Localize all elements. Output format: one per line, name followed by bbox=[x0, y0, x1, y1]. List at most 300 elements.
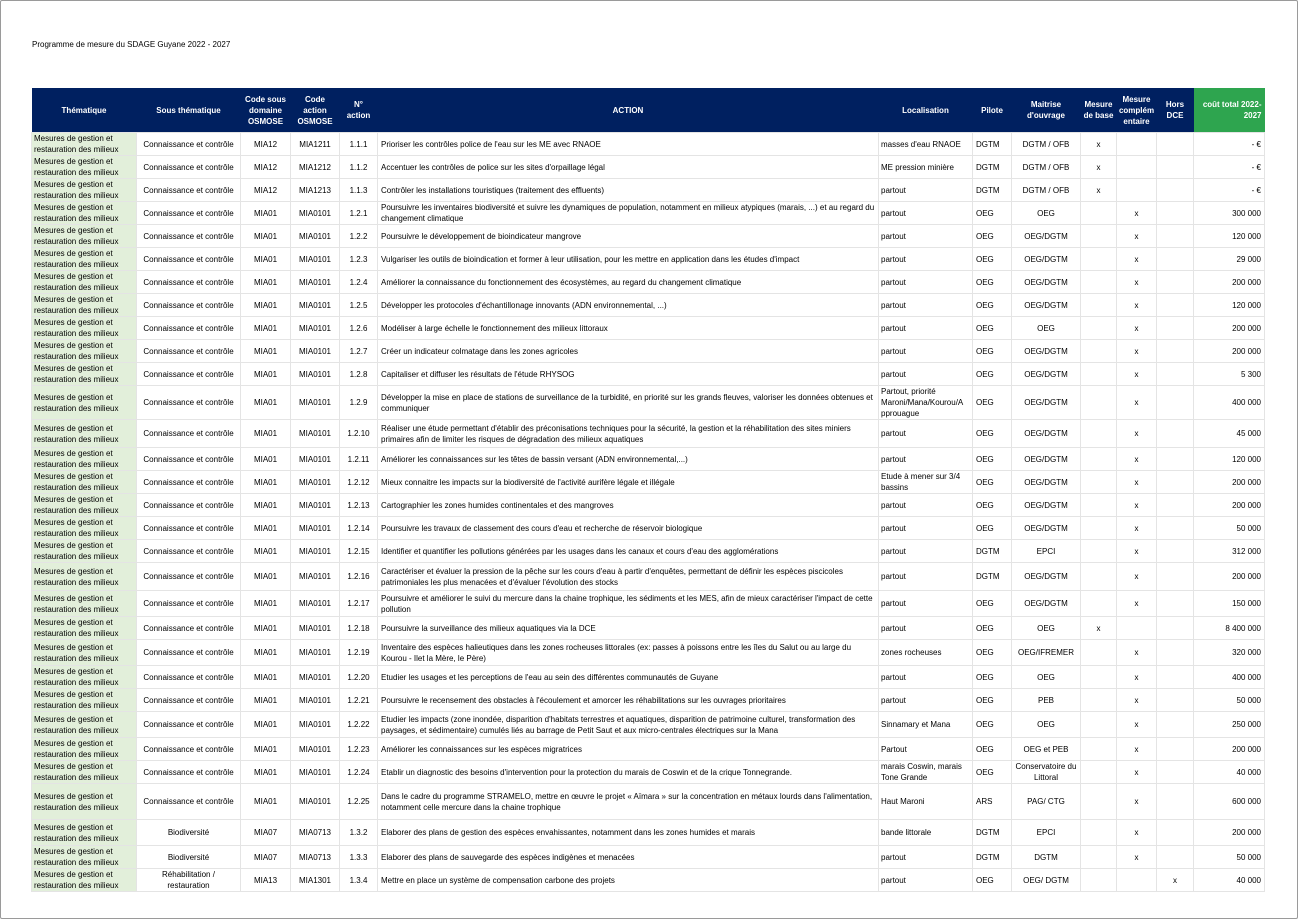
row-action: Vulgariser les outils de bioindication et former à leur utilisation, pour les mettre en application dans les études d'impact bbox=[378, 248, 879, 271]
row-sous-thematique: Connaissance et contrôle bbox=[137, 712, 241, 738]
table-row bbox=[32, 689, 1265, 712]
row-mesure-base bbox=[1081, 386, 1117, 420]
row-num-action: 1.2.11 bbox=[340, 448, 378, 471]
row-num-action: 1.2.8 bbox=[340, 363, 378, 386]
table-row bbox=[32, 712, 1265, 738]
row-maitrise: OEG bbox=[1012, 617, 1081, 640]
row-mesure-comp: x bbox=[1117, 666, 1157, 689]
row-hors-dce bbox=[1157, 248, 1194, 271]
row-mesure-comp: x bbox=[1117, 363, 1157, 386]
row-num-action: 1.2.16 bbox=[340, 563, 378, 591]
row-code-action: MIA0101 bbox=[291, 761, 340, 784]
row-code-sous-domaine: MIA01 bbox=[241, 363, 291, 386]
row-hors-dce bbox=[1157, 363, 1194, 386]
row-pilote: OEG bbox=[973, 591, 1012, 617]
row-maitrise: OEG/DGTM bbox=[1012, 517, 1081, 540]
row-cout: 120 000 bbox=[1194, 225, 1265, 248]
row-code-sous-domaine: MIA01 bbox=[241, 689, 291, 712]
row-code-sous-domaine: MIA12 bbox=[241, 156, 291, 179]
row-mesure-base bbox=[1081, 340, 1117, 363]
row-thematique: Mesures de gestion et restauration des milieux bbox=[32, 820, 137, 846]
row-code-action: MIA0101 bbox=[291, 666, 340, 689]
row-thematique: Mesures de gestion et restauration des milieux bbox=[32, 846, 137, 869]
header-pilote: Pilote bbox=[973, 88, 1012, 133]
row-maitrise: OEG/DGTM bbox=[1012, 471, 1081, 494]
row-mesure-base bbox=[1081, 517, 1117, 540]
table-row bbox=[32, 761, 1265, 784]
row-pilote: OEG bbox=[973, 517, 1012, 540]
row-maitrise: DGTM bbox=[1012, 846, 1081, 869]
row-num-action: 1.1.2 bbox=[340, 156, 378, 179]
table-row bbox=[32, 448, 1265, 471]
row-maitrise: DGTM / OFB bbox=[1012, 133, 1081, 156]
row-pilote: DGTM bbox=[973, 179, 1012, 202]
header-code-action: Code action OSMOSE bbox=[291, 88, 340, 133]
row-cout: 200 000 bbox=[1194, 738, 1265, 761]
row-code-sous-domaine: MIA01 bbox=[241, 294, 291, 317]
row-num-action: 1.2.4 bbox=[340, 271, 378, 294]
table-row bbox=[32, 517, 1265, 540]
table-row bbox=[32, 666, 1265, 689]
row-action: Dans le cadre du programme STRAMELO, mettre en œuvre le projet « Aïmara » sur la concentration en métaux lourds dans l'alimentation, notamment celle mercure dans la chaine trophique bbox=[378, 784, 879, 820]
row-action: Inventaire des espèces halieutiques dans les zones rocheuses littorales (ex: passes à poissons entre les îles du Salut ou au large du Kourou - Ilet la Mère, le Père) bbox=[378, 640, 879, 666]
row-hors-dce bbox=[1157, 689, 1194, 712]
row-code-sous-domaine: MIA01 bbox=[241, 202, 291, 225]
row-mesure-base: x bbox=[1081, 617, 1117, 640]
row-mesure-base bbox=[1081, 591, 1117, 617]
row-mesure-comp: x bbox=[1117, 386, 1157, 420]
row-code-action: MIA0101 bbox=[291, 517, 340, 540]
row-localisation: partout bbox=[879, 363, 973, 386]
row-num-action: 1.2.25 bbox=[340, 784, 378, 820]
row-pilote: OEG bbox=[973, 869, 1012, 892]
row-maitrise: OEG bbox=[1012, 712, 1081, 738]
header-thematique: Thématique bbox=[32, 88, 137, 133]
row-num-action: 1.2.6 bbox=[340, 317, 378, 340]
row-num-action: 1.2.24 bbox=[340, 761, 378, 784]
row-localisation: partout bbox=[879, 846, 973, 869]
row-sous-thematique: Connaissance et contrôle bbox=[137, 640, 241, 666]
table-row bbox=[32, 869, 1265, 892]
row-action: Poursuivre le développement de bioindicateur mangrove bbox=[378, 225, 879, 248]
table-row bbox=[32, 386, 1265, 420]
row-mesure-comp: x bbox=[1117, 563, 1157, 591]
row-sous-thematique: Connaissance et contrôle bbox=[137, 540, 241, 563]
row-mesure-comp: x bbox=[1117, 448, 1157, 471]
row-maitrise: DGTM / OFB bbox=[1012, 156, 1081, 179]
row-code-sous-domaine: MIA01 bbox=[241, 340, 291, 363]
row-maitrise: OEG/DGTM bbox=[1012, 420, 1081, 448]
row-action: Prioriser les contrôles police de l'eau sur les ME avec RNAOE bbox=[378, 133, 879, 156]
row-cout: 150 000 bbox=[1194, 591, 1265, 617]
row-sous-thematique: Connaissance et contrôle bbox=[137, 271, 241, 294]
row-thematique: Mesures de gestion et restauration des milieux bbox=[32, 689, 137, 712]
row-sous-thematique: Connaissance et contrôle bbox=[137, 340, 241, 363]
header-mesure-comp: Mesure complém entaire bbox=[1117, 88, 1157, 133]
row-action: Mettre en place un système de compensation carbone des projets bbox=[378, 869, 879, 892]
row-code-sous-domaine: MIA01 bbox=[241, 784, 291, 820]
row-action: Capitaliser et diffuser les résultats de l'étude RHYSOG bbox=[378, 363, 879, 386]
row-mesure-base bbox=[1081, 494, 1117, 517]
header-code-sous-domaine: Code sous domaine OSMOSE bbox=[241, 88, 291, 133]
row-mesure-base bbox=[1081, 317, 1117, 340]
row-maitrise: OEG/DGTM bbox=[1012, 271, 1081, 294]
row-mesure-comp: x bbox=[1117, 225, 1157, 248]
row-cout: 40 000 bbox=[1194, 761, 1265, 784]
table-body bbox=[32, 133, 1265, 892]
row-pilote: OEG bbox=[973, 420, 1012, 448]
row-hors-dce bbox=[1157, 271, 1194, 294]
row-action: Poursuivre et améliorer le suivi du mercure dans la chaine trophique, les sédiments et les MES, afin de mieux caractériser l'impact de cette pollution bbox=[378, 591, 879, 617]
row-code-action: MIA0101 bbox=[291, 738, 340, 761]
row-mesure-base bbox=[1081, 202, 1117, 225]
row-sous-thematique: Connaissance et contrôle bbox=[137, 317, 241, 340]
row-maitrise: OEG/DGTM bbox=[1012, 340, 1081, 363]
row-sous-thematique: Connaissance et contrôle bbox=[137, 294, 241, 317]
row-action: Etablir un diagnostic des besoins d'intervention pour la protection du marais de Coswin et de la crique Tonnegrande. bbox=[378, 761, 879, 784]
table-row bbox=[32, 617, 1265, 640]
row-code-sous-domaine: MIA01 bbox=[241, 617, 291, 640]
row-maitrise: PAG/ CTG bbox=[1012, 784, 1081, 820]
row-sous-thematique: Biodiversité bbox=[137, 820, 241, 846]
row-action: Réaliser une étude permettant d'établir des préconisations techniques pour la sécurité, la gestion et la réhabilitation des sites miniers primaires afin de limiter les risques de dégradation des milieux aquatiques bbox=[378, 420, 879, 448]
row-sous-thematique: Connaissance et contrôle bbox=[137, 689, 241, 712]
row-code-sous-domaine: MIA01 bbox=[241, 761, 291, 784]
row-pilote: OEG bbox=[973, 340, 1012, 363]
header-hors-dce: Hors DCE bbox=[1157, 88, 1194, 133]
row-num-action: 1.2.21 bbox=[340, 689, 378, 712]
row-sous-thematique: Connaissance et contrôle bbox=[137, 156, 241, 179]
row-thematique: Mesures de gestion et restauration des milieux bbox=[32, 666, 137, 689]
row-mesure-comp bbox=[1117, 617, 1157, 640]
row-localisation: marais Coswin, marais Tone Grande bbox=[879, 761, 973, 784]
row-pilote: OEG bbox=[973, 471, 1012, 494]
row-cout: 300 000 bbox=[1194, 202, 1265, 225]
row-code-sous-domaine: MIA12 bbox=[241, 179, 291, 202]
row-hors-dce bbox=[1157, 784, 1194, 820]
row-code-action: MIA0101 bbox=[291, 591, 340, 617]
row-thematique: Mesures de gestion et restauration des milieux bbox=[32, 869, 137, 892]
row-thematique: Mesures de gestion et restauration des milieux bbox=[32, 784, 137, 820]
row-sous-thematique: Connaissance et contrôle bbox=[137, 133, 241, 156]
row-thematique: Mesures de gestion et restauration des milieux bbox=[32, 517, 137, 540]
row-maitrise: OEG bbox=[1012, 666, 1081, 689]
row-action: Poursuivre les inventaires biodiversité et suivre les dynamiques de population, notamment en milieux atypiques (marais, ...) et au regard du changement climatique bbox=[378, 202, 879, 225]
row-mesure-base bbox=[1081, 846, 1117, 869]
row-mesure-comp: x bbox=[1117, 202, 1157, 225]
row-action: Améliorer la connaissance du fonctionnement des écosystèmes, au regard du changement climatique bbox=[378, 271, 879, 294]
row-localisation: partout bbox=[879, 689, 973, 712]
row-mesure-base bbox=[1081, 820, 1117, 846]
table-row bbox=[32, 784, 1265, 820]
table-row bbox=[32, 133, 1265, 156]
row-maitrise: OEG/DGTM bbox=[1012, 225, 1081, 248]
row-maitrise: EPCI bbox=[1012, 820, 1081, 846]
row-pilote: OEG bbox=[973, 317, 1012, 340]
row-thematique: Mesures de gestion et restauration des milieux bbox=[32, 761, 137, 784]
row-mesure-comp: x bbox=[1117, 640, 1157, 666]
row-code-sous-domaine: MIA01 bbox=[241, 712, 291, 738]
table-row bbox=[32, 363, 1265, 386]
row-thematique: Mesures de gestion et restauration des milieux bbox=[32, 563, 137, 591]
row-mesure-base bbox=[1081, 271, 1117, 294]
row-mesure-base bbox=[1081, 761, 1117, 784]
row-hors-dce bbox=[1157, 294, 1194, 317]
row-localisation: bande littorale bbox=[879, 820, 973, 846]
row-num-action: 1.2.10 bbox=[340, 420, 378, 448]
row-code-sous-domaine: MIA01 bbox=[241, 386, 291, 420]
row-cout: 5 300 bbox=[1194, 363, 1265, 386]
row-thematique: Mesures de gestion et restauration des milieux bbox=[32, 386, 137, 420]
row-code-sous-domaine: MIA01 bbox=[241, 591, 291, 617]
row-mesure-comp: x bbox=[1117, 540, 1157, 563]
row-num-action: 1.2.18 bbox=[340, 617, 378, 640]
row-num-action: 1.2.13 bbox=[340, 494, 378, 517]
row-code-action: MIA0101 bbox=[291, 386, 340, 420]
row-localisation: Haut Maroni bbox=[879, 784, 973, 820]
row-action: Cartographier les zones humides continentales et des mangroves bbox=[378, 494, 879, 517]
row-code-action: MIA1212 bbox=[291, 156, 340, 179]
header-sous-thematique: Sous thématique bbox=[137, 88, 241, 133]
row-maitrise: OEG/DGTM bbox=[1012, 563, 1081, 591]
row-mesure-base bbox=[1081, 784, 1117, 820]
row-maitrise: OEG/IFREMER bbox=[1012, 640, 1081, 666]
row-hors-dce bbox=[1157, 317, 1194, 340]
row-mesure-comp bbox=[1117, 869, 1157, 892]
row-cout: 200 000 bbox=[1194, 340, 1265, 363]
row-thematique: Mesures de gestion et restauration des milieux bbox=[32, 738, 137, 761]
row-maitrise: PEB bbox=[1012, 689, 1081, 712]
row-sous-thematique: Connaissance et contrôle bbox=[137, 448, 241, 471]
table-row bbox=[32, 202, 1265, 225]
row-sous-thematique: Connaissance et contrôle bbox=[137, 202, 241, 225]
row-localisation: ME pression minière bbox=[879, 156, 973, 179]
row-pilote: OEG bbox=[973, 202, 1012, 225]
row-thematique: Mesures de gestion et restauration des milieux bbox=[32, 340, 137, 363]
row-sous-thematique: Connaissance et contrôle bbox=[137, 248, 241, 271]
row-sous-thematique: Connaissance et contrôle bbox=[137, 563, 241, 591]
row-sous-thematique: Connaissance et contrôle bbox=[137, 494, 241, 517]
row-action: Mieux connaitre les impacts sur la biodiversité de l'activité aurifère légale et illégale bbox=[378, 471, 879, 494]
row-thematique: Mesures de gestion et restauration des milieux bbox=[32, 712, 137, 738]
row-sous-thematique: Connaissance et contrôle bbox=[137, 179, 241, 202]
table-row bbox=[32, 846, 1265, 869]
row-mesure-base bbox=[1081, 689, 1117, 712]
row-localisation: partout bbox=[879, 225, 973, 248]
row-cout: 200 000 bbox=[1194, 563, 1265, 591]
table-row bbox=[32, 248, 1265, 271]
row-maitrise: OEG/DGTM bbox=[1012, 294, 1081, 317]
row-localisation: partout bbox=[879, 666, 973, 689]
row-thematique: Mesures de gestion et restauration des milieux bbox=[32, 640, 137, 666]
row-cout: 40 000 bbox=[1194, 869, 1265, 892]
header-localisation: Localisation bbox=[879, 88, 973, 133]
row-action: Développer la mise en place de stations de surveillance de la turbidité, en priorité sur les grands fleuves, valoriser les données obtenues et communiquer bbox=[378, 386, 879, 420]
row-hors-dce bbox=[1157, 666, 1194, 689]
row-num-action: 1.2.7 bbox=[340, 340, 378, 363]
row-code-action: MIA0101 bbox=[291, 225, 340, 248]
row-sous-thematique: Connaissance et contrôle bbox=[137, 420, 241, 448]
row-mesure-base bbox=[1081, 869, 1117, 892]
row-hors-dce bbox=[1157, 846, 1194, 869]
row-mesure-base bbox=[1081, 666, 1117, 689]
row-mesure-base bbox=[1081, 294, 1117, 317]
row-thematique: Mesures de gestion et restauration des milieux bbox=[32, 156, 137, 179]
table-header-row bbox=[32, 88, 1265, 133]
row-localisation: partout bbox=[879, 179, 973, 202]
header-cout: coût total 2022-2027 bbox=[1194, 88, 1265, 133]
table-row bbox=[32, 317, 1265, 340]
row-num-action: 1.2.3 bbox=[340, 248, 378, 271]
row-sous-thematique: Connaissance et contrôle bbox=[137, 471, 241, 494]
row-action: Identifier et quantifier les pollutions générées par les usages dans les canaux et cours d'eau des agglomérations bbox=[378, 540, 879, 563]
row-num-action: 1.1.1 bbox=[340, 133, 378, 156]
row-mesure-comp: x bbox=[1117, 248, 1157, 271]
row-pilote: OEG bbox=[973, 689, 1012, 712]
row-mesure-comp: x bbox=[1117, 471, 1157, 494]
row-maitrise: OEG/DGTM bbox=[1012, 363, 1081, 386]
row-mesure-comp: x bbox=[1117, 689, 1157, 712]
row-hors-dce bbox=[1157, 448, 1194, 471]
row-maitrise: EPCI bbox=[1012, 540, 1081, 563]
row-num-action: 1.2.1 bbox=[340, 202, 378, 225]
row-mesure-comp: x bbox=[1117, 820, 1157, 846]
row-cout: 50 000 bbox=[1194, 689, 1265, 712]
row-num-action: 1.2.9 bbox=[340, 386, 378, 420]
row-cout: 400 000 bbox=[1194, 666, 1265, 689]
row-hors-dce: x bbox=[1157, 869, 1194, 892]
row-hors-dce bbox=[1157, 202, 1194, 225]
row-code-sous-domaine: MIA01 bbox=[241, 563, 291, 591]
row-code-sous-domaine: MIA12 bbox=[241, 133, 291, 156]
row-maitrise: OEG/DGTM bbox=[1012, 386, 1081, 420]
row-cout: 29 000 bbox=[1194, 248, 1265, 271]
row-code-sous-domaine: MIA07 bbox=[241, 820, 291, 846]
row-code-sous-domaine: MIA01 bbox=[241, 471, 291, 494]
row-thematique: Mesures de gestion et restauration des milieux bbox=[32, 494, 137, 517]
row-action: Contrôler les installations touristiques (traitement des effluents) bbox=[378, 179, 879, 202]
row-mesure-base bbox=[1081, 448, 1117, 471]
row-hors-dce bbox=[1157, 738, 1194, 761]
row-code-action: MIA0101 bbox=[291, 202, 340, 225]
row-mesure-base bbox=[1081, 738, 1117, 761]
row-thematique: Mesures de gestion et restauration des milieux bbox=[32, 133, 137, 156]
row-pilote: OEG bbox=[973, 761, 1012, 784]
row-num-action: 1.2.2 bbox=[340, 225, 378, 248]
row-sous-thematique: Connaissance et contrôle bbox=[137, 617, 241, 640]
measures-table bbox=[31, 88, 1265, 892]
row-hors-dce bbox=[1157, 386, 1194, 420]
table-row bbox=[32, 471, 1265, 494]
table-row bbox=[32, 340, 1265, 363]
row-cout: 200 000 bbox=[1194, 820, 1265, 846]
table-row bbox=[32, 420, 1265, 448]
row-localisation: zones rocheuses bbox=[879, 640, 973, 666]
table-row bbox=[32, 640, 1265, 666]
row-action: Développer les protocoles d'échantillonage innovants (ADN environnemental, ...) bbox=[378, 294, 879, 317]
row-maitrise: OEG/DGTM bbox=[1012, 248, 1081, 271]
row-sous-thematique: Connaissance et contrôle bbox=[137, 666, 241, 689]
row-code-action: MIA0101 bbox=[291, 271, 340, 294]
row-sous-thematique: Connaissance et contrôle bbox=[137, 784, 241, 820]
row-mesure-base bbox=[1081, 363, 1117, 386]
row-mesure-comp: x bbox=[1117, 294, 1157, 317]
row-localisation: partout bbox=[879, 517, 973, 540]
row-maitrise: Conservatoire du Littoral bbox=[1012, 761, 1081, 784]
row-hors-dce bbox=[1157, 712, 1194, 738]
row-hors-dce bbox=[1157, 494, 1194, 517]
row-action: Etudier les usages et les perceptions de l'eau au sein des différentes communautés de Guyane bbox=[378, 666, 879, 689]
row-code-sous-domaine: MIA01 bbox=[241, 640, 291, 666]
row-sous-thematique: Connaissance et contrôle bbox=[137, 761, 241, 784]
row-localisation: partout bbox=[879, 494, 973, 517]
row-num-action: 1.2.20 bbox=[340, 666, 378, 689]
row-code-action: MIA0101 bbox=[291, 563, 340, 591]
row-sous-thematique: Connaissance et contrôle bbox=[137, 517, 241, 540]
row-pilote: OEG bbox=[973, 225, 1012, 248]
row-action: Poursuivre les travaux de classement des cours d'eau et recherche de réservoir biologique bbox=[378, 517, 879, 540]
row-cout: - € bbox=[1194, 179, 1265, 202]
row-code-sous-domaine: MIA01 bbox=[241, 666, 291, 689]
row-thematique: Mesures de gestion et restauration des milieux bbox=[32, 471, 137, 494]
row-localisation: partout bbox=[879, 448, 973, 471]
row-code-action: MIA0101 bbox=[291, 340, 340, 363]
table-row bbox=[32, 494, 1265, 517]
row-localisation: partout bbox=[879, 294, 973, 317]
row-mesure-base: x bbox=[1081, 156, 1117, 179]
row-code-action: MIA0101 bbox=[291, 420, 340, 448]
row-maitrise: OEG/DGTM bbox=[1012, 494, 1081, 517]
row-hors-dce bbox=[1157, 617, 1194, 640]
row-sous-thematique: Réhabilitation / restauration bbox=[137, 869, 241, 892]
row-code-action: MIA1213 bbox=[291, 179, 340, 202]
row-code-action: MIA1301 bbox=[291, 869, 340, 892]
row-mesure-base: x bbox=[1081, 179, 1117, 202]
document-title: Programme de mesure du SDAGE Guyane 2022 - 2027 bbox=[32, 40, 231, 49]
row-num-action: 1.2.15 bbox=[340, 540, 378, 563]
row-cout: 312 000 bbox=[1194, 540, 1265, 563]
row-code-sous-domaine: MIA01 bbox=[241, 271, 291, 294]
row-num-action: 1.1.3 bbox=[340, 179, 378, 202]
row-cout: 200 000 bbox=[1194, 494, 1265, 517]
row-maitrise: OEG/DGTM bbox=[1012, 448, 1081, 471]
row-mesure-base bbox=[1081, 225, 1117, 248]
row-code-sous-domaine: MIA07 bbox=[241, 846, 291, 869]
row-cout: 45 000 bbox=[1194, 420, 1265, 448]
row-mesure-comp bbox=[1117, 179, 1157, 202]
row-num-action: 1.2.23 bbox=[340, 738, 378, 761]
row-pilote: OEG bbox=[973, 294, 1012, 317]
row-mesure-base bbox=[1081, 563, 1117, 591]
row-thematique: Mesures de gestion et restauration des milieux bbox=[32, 271, 137, 294]
row-hors-dce bbox=[1157, 133, 1194, 156]
row-cout: 200 000 bbox=[1194, 271, 1265, 294]
row-code-action: MIA0101 bbox=[291, 712, 340, 738]
row-thematique: Mesures de gestion et restauration des milieux bbox=[32, 179, 137, 202]
row-action: Poursuivre la surveillance des milieux aquatiques via la DCE bbox=[378, 617, 879, 640]
row-mesure-comp: x bbox=[1117, 494, 1157, 517]
row-num-action: 1.3.2 bbox=[340, 820, 378, 846]
row-pilote: OEG bbox=[973, 666, 1012, 689]
row-cout: 200 000 bbox=[1194, 471, 1265, 494]
row-action: Elaborer des plans de sauvegarde des espèces indigènes et menacées bbox=[378, 846, 879, 869]
row-maitrise: OEG bbox=[1012, 202, 1081, 225]
row-maitrise: DGTM / OFB bbox=[1012, 179, 1081, 202]
row-pilote: OEG bbox=[973, 712, 1012, 738]
header-mesure-base: Mesure de base bbox=[1081, 88, 1117, 133]
row-pilote: OEG bbox=[973, 271, 1012, 294]
row-mesure-base bbox=[1081, 640, 1117, 666]
